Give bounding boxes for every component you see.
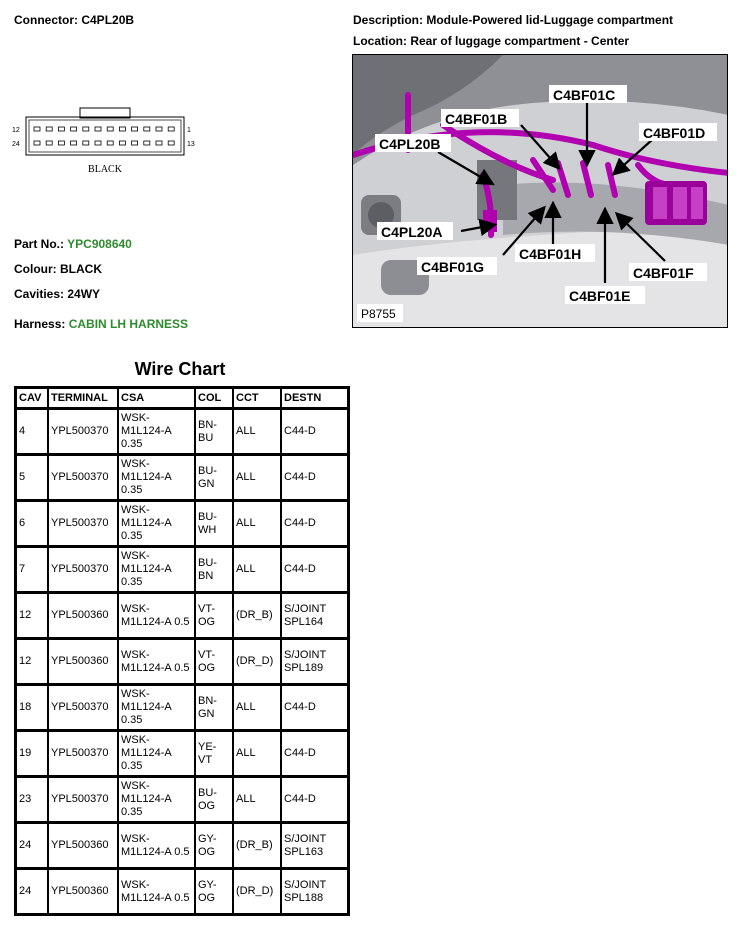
cell-col: VT-OG [195, 638, 233, 684]
pin-slot [119, 127, 125, 131]
pin-slot [71, 127, 77, 131]
table-row [16, 592, 348, 638]
cell-terminal: YPL500370 [48, 546, 118, 592]
cell-terminal: YPL500370 [48, 684, 118, 730]
table-row [16, 730, 348, 776]
cell-cct: ALL [233, 546, 281, 592]
header-destn: DESTN [281, 388, 348, 408]
pin-slot [119, 141, 125, 145]
table-row [16, 638, 348, 684]
harness-label: Harness: [14, 317, 66, 331]
pin-slot [144, 141, 150, 145]
location-label: Location: [353, 34, 407, 48]
colour-value: BLACK [60, 262, 102, 276]
table-row [16, 408, 348, 454]
photo-reference: P8755 [361, 307, 396, 321]
cell-csa: WSK-M1L124-A 0.35 [118, 730, 195, 776]
cell-terminal: YPL500370 [48, 500, 118, 546]
cavities-value: 24WY [67, 287, 101, 301]
cell-destn: S/JOINT SPL163 [281, 822, 348, 868]
pin-slot [95, 141, 101, 145]
cell-cct: ALL [233, 408, 281, 454]
cell-csa: WSK-M1L124-A 0.5 [118, 822, 195, 868]
cell-destn: C44-D [281, 454, 348, 500]
cell-cav: 23 [16, 776, 48, 822]
pin-slot [107, 141, 113, 145]
cell-csa: WSK-M1L124-A 0.35 [118, 500, 195, 546]
location-value: Rear of luggage compartment - Center [410, 34, 630, 48]
cell-csa: WSK-M1L124-A 0.35 [118, 454, 195, 500]
cell-col: GY-OG [195, 868, 233, 914]
pin-slot [34, 141, 40, 145]
pin-slot [107, 127, 113, 131]
pin-top-left-label: 12 [12, 127, 20, 134]
pin-slot [132, 127, 138, 131]
cell-destn: C44-D [281, 408, 348, 454]
cell-cct: ALL [233, 776, 281, 822]
connector-label: Connector: [14, 13, 78, 27]
cell-cav: 4 [16, 408, 48, 454]
cell-csa: WSK-M1L124-A 0.35 [118, 408, 195, 454]
wire-chart-title: Wire Chart [134, 359, 226, 379]
cavities-line [14, 287, 100, 301]
cell-cct: (DR_B) [233, 822, 281, 868]
cell-cct: ALL [233, 500, 281, 546]
pin-slot [46, 127, 52, 131]
callout-c4bf01h: C4BF01H [519, 246, 582, 262]
connector-line [14, 13, 134, 27]
table-row [16, 684, 348, 730]
callout-c4bf01g: C4BF01G [421, 259, 485, 275]
pin-slot [34, 127, 40, 131]
connector-value: C4PL20B [81, 13, 135, 27]
cell-csa: WSK-M1L124-A 0.35 [118, 546, 195, 592]
callout-c4bf01d: C4BF01D [643, 125, 706, 141]
cell-destn: S/JOINT SPL188 [281, 868, 348, 914]
pin-slot [168, 127, 174, 131]
pin-bottom-left-label: 24 [12, 141, 20, 148]
pin-slot [58, 141, 64, 145]
callout-c4pl20a: C4PL20A [381, 224, 443, 240]
cell-destn: C44-D [281, 776, 348, 822]
header-cav: CAV [16, 388, 48, 408]
pin-slot [132, 141, 138, 145]
connector-colour-caption: BLACK [88, 164, 122, 175]
cell-cav: 19 [16, 730, 48, 776]
cell-cct: ALL [233, 730, 281, 776]
cell-terminal: YPL500370 [48, 776, 118, 822]
table-row [16, 822, 348, 868]
cell-cav: 18 [16, 684, 48, 730]
cell-csa: WSK-M1L124-A 0.5 [118, 638, 195, 684]
harness-link[interactable]: CABIN LH HARNESS [68, 317, 189, 331]
part-no-line [14, 237, 132, 251]
header-terminal: TERMINAL [48, 388, 118, 408]
cell-csa: WSK-M1L124-A 0.35 [118, 684, 195, 730]
pin-slot [71, 141, 77, 145]
cell-cav: 24 [16, 868, 48, 914]
description-line [353, 13, 673, 27]
part-no-label: Part No.: [14, 237, 65, 251]
cell-destn: C44-D [281, 730, 348, 776]
cell-cct: (DR_B) [233, 592, 281, 638]
header-csa: CSA [118, 388, 195, 408]
cell-col: YE-VT [195, 730, 233, 776]
location-photo [352, 54, 728, 328]
cell-cav: 7 [16, 546, 48, 592]
cell-csa: WSK-M1L124-A 0.35 [118, 776, 195, 822]
pin-slot [156, 141, 162, 145]
pin-slot [58, 127, 64, 131]
cell-col: GY-OG [195, 822, 233, 868]
pin-slot [83, 127, 89, 131]
callout-c4bf01e: C4BF01E [569, 288, 631, 304]
callout-c4bf01f: C4BF01F [633, 265, 694, 281]
table-row [16, 500, 348, 546]
table-row [16, 454, 348, 500]
location-line [353, 34, 629, 48]
cell-terminal: YPL500360 [48, 592, 118, 638]
cell-terminal: YPL500370 [48, 408, 118, 454]
cell-destn: S/JOINT SPL189 [281, 638, 348, 684]
description-value: Module-Powered lid-Luggage compartment [426, 13, 674, 27]
cell-cct: ALL [233, 454, 281, 500]
cell-col: BU-WH [195, 500, 233, 546]
cell-csa: WSK-M1L124-A 0.5 [118, 868, 195, 914]
cell-csa: WSK-M1L124-A 0.5 [118, 592, 195, 638]
cell-destn: C44-D [281, 546, 348, 592]
cell-col: BU-BN [195, 546, 233, 592]
colour-label: Colour: [14, 262, 57, 276]
cell-terminal: YPL500360 [48, 638, 118, 684]
pin-top-right-label: 1 [187, 127, 191, 134]
header-col: COL [195, 388, 233, 408]
connector-face-diagram [10, 104, 200, 180]
cell-destn: C44-D [281, 500, 348, 546]
pin-slot [95, 127, 101, 131]
colour-line [14, 262, 102, 276]
cell-terminal: YPL500370 [48, 454, 118, 500]
cell-cav: 6 [16, 500, 48, 546]
harness-line [14, 317, 188, 331]
pin-slot [168, 141, 174, 145]
header-cct: CCT [233, 388, 281, 408]
pin-bottom-right-label: 13 [187, 141, 195, 148]
cell-cav: 5 [16, 454, 48, 500]
cell-cct: (DR_D) [233, 638, 281, 684]
cell-cav: 12 [16, 638, 48, 684]
description-label: Description: [353, 13, 424, 27]
cell-col: BN-GN [195, 684, 233, 730]
cell-cav: 12 [16, 592, 48, 638]
cavities-label: Cavities: [14, 287, 65, 301]
cell-terminal: YPL500360 [48, 868, 118, 914]
cell-col: BU-GN [195, 454, 233, 500]
callout-c4bf01b: C4BF01B [445, 111, 508, 127]
cell-cct: (DR_D) [233, 868, 281, 914]
pin-slot [144, 127, 150, 131]
cell-terminal: YPL500360 [48, 822, 118, 868]
wire-chart-header-row [16, 388, 348, 408]
pin-slot [46, 141, 52, 145]
cell-destn: S/JOINT SPL164 [281, 592, 348, 638]
cell-cav: 24 [16, 822, 48, 868]
cell-terminal: YPL500370 [48, 730, 118, 776]
table-row [16, 546, 348, 592]
table-row [16, 776, 348, 822]
cell-col: BN-BU [195, 408, 233, 454]
callout-c4pl20b: C4PL20B [379, 136, 441, 152]
cell-destn: C44-D [281, 684, 348, 730]
pin-slot [156, 127, 162, 131]
table-row [16, 868, 348, 914]
pin-slot [83, 141, 89, 145]
wire-chart-table [14, 386, 350, 916]
cell-col: VT-OG [195, 592, 233, 638]
cell-col: BU-OG [195, 776, 233, 822]
callout-c4bf01c: C4BF01C [553, 87, 616, 103]
part-no-link[interactable]: YPC908640 [67, 237, 132, 251]
cell-cct: ALL [233, 684, 281, 730]
